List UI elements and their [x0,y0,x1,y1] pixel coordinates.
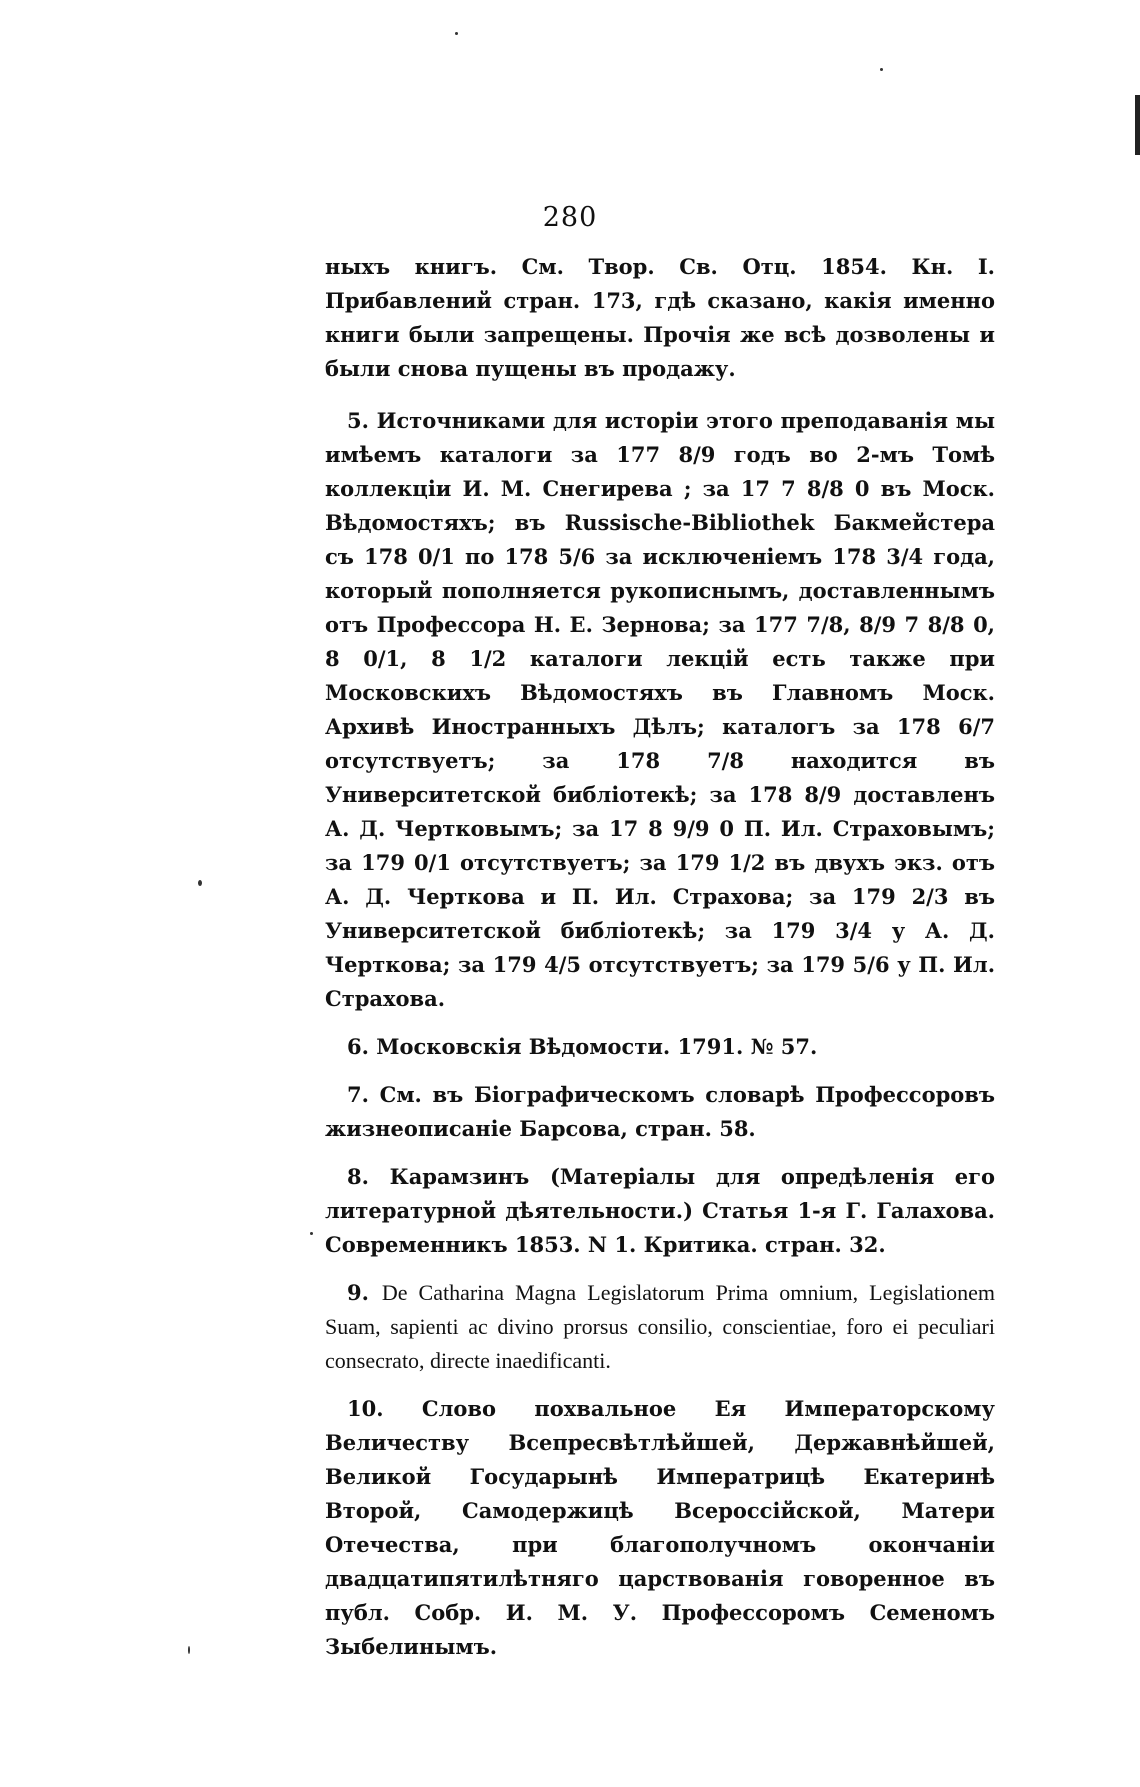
footnote-9-latin-text: De Catharina Magna Legislatorum Prima omnium, Legislationem Suam, sapienti ac divino prorsus consilio, conscientiae, foro ei peculiari consecrato, directe inaedificanti. [325,1280,995,1373]
footnote-5: 5. Источниками для исторіи этого преподаванія мы имѣемъ каталоги за 177 8/9 годъ во 2-мъ Томѣ коллекціи И. М. Снегирева ; за 17 7 8/8 0 въ Моск. Вѣдомостяхъ; въ Russische-Bibliothek Бакмейстера съ 178 0/1 по 178 5/6 за исключеніемъ 178 3/4 года, который пополняется рукописнымъ, доставленнымъ отъ Профессора Н. Е. Зернова; за 177 7/8, 8/9 7 8/8 0, 8 0/1, 8 1/2 каталоги лекцій есть также при Московскихъ Вѣдомостяхъ въ Главномъ Моск. Архивѣ Иностранныхъ Дѣлъ; каталогъ за 178 6/7 отсутствуетъ; за 178 7/8 находится въ Университетской библіотекѣ; за 178 8/9 доставленъ А. Д. Чертковымъ; за 17 8 9/9 0 П. Ил. Страховымъ; за 179 0/1 отсутствуетъ; за 179 1/2 въ двухъ экз. отъ А. Д. Черткова и П. Ил. Страхова; за 179 2/3 въ Университетской библіотекѣ; за 179 3/4 у А. Д. Черткова; за 179 4/5 отсутствуетъ; за 179 5/6 у П. Ил. Страхова. [325,408,995,1011]
scan-speck [880,68,883,71]
scan-edge-mark [1135,95,1140,155]
footnote-9-number: 9. [347,1280,369,1305]
footnote-10: 10. Слово похвальное Ея Императорскому Величеству Всепресвѣтлѣйшей, Державнѣйшей, Великой Государынѣ Императрицѣ Екатеринѣ Второй, Самодержицѣ Всероссійской, Матери Отечества, при благополучномъ окончаніи двадцатипятилѣтняго царствованія говоренное въ публ. Собр. И. М. У. Профессоромъ Семеномъ Зыбелинымъ. [325,1396,995,1659]
footnotes-text [325,250,995,1678]
scan-speck [188,1646,190,1654]
page-number: 280 [542,202,598,233]
continuation-paragraph: ныхъ книгъ. См. Твор. Св. Отц. 1854. Кн. I. Прибавлений стран. 173, гдѣ сказано, какія именно книги были запрещены. Прочія же всѣ дозволены и были снова пущены въ продажу. [325,254,995,381]
footnote-7: 7. См. въ Біографическомъ словарѣ Профессоровъ жизнеописаніе Барсова, стран. 58. [325,1082,995,1141]
scan-speck [198,880,202,886]
scan-speck [310,1232,313,1235]
footnote-8: 8. Карамзинъ (Матеріалы для опредѣленія его литературной дѣятельности.) Статья 1-я Г. Галахова. Современникъ 1853. N 1. Критика. стран. 32. [325,1164,995,1257]
footnote-6: 6. Московскія Вѣдомости. 1791. № 57. [347,1034,818,1059]
footnote-9 [325,1276,995,1378]
scan-speck [455,32,458,35]
